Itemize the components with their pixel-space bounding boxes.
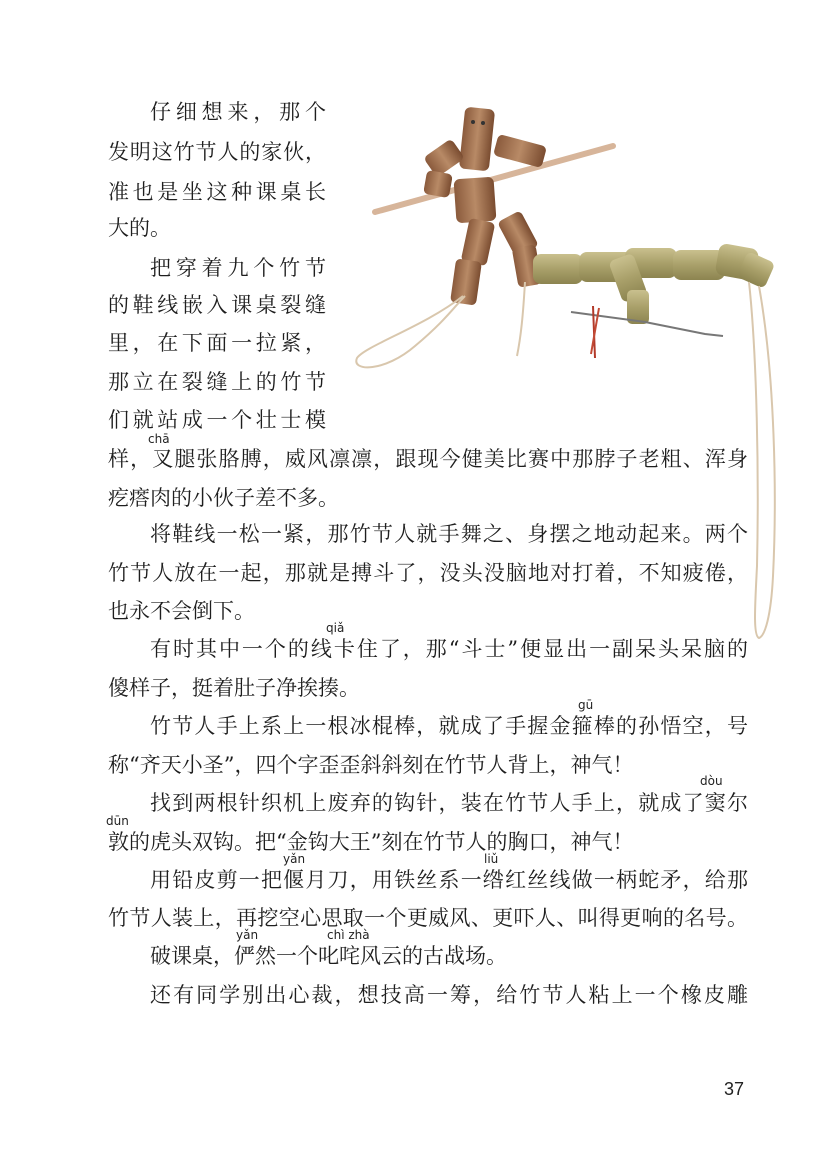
text-line-10: 样，叉腿张胳膊，威风凛凛，跟现今健美比赛中那脖子老粗、浑身 <box>108 447 748 471</box>
pinyin-dou: dòu <box>700 774 723 788</box>
text-line-5: 把穿着九个竹节 <box>150 256 326 280</box>
pinyin-yan-2: yǎn <box>236 928 259 942</box>
text-line-1: 仔细想来，那个 <box>150 100 326 124</box>
text-line-14: 也永不会倒下。 <box>108 599 255 623</box>
bamboo-figure-illustration <box>345 96 785 656</box>
text-line-23: 破课桌，俨然一个叱咤风云的古战场。 <box>150 944 507 968</box>
text-line-21: 用铅皮剪一把偃月刀，用铁丝系一绺红丝线做一柄蛇矛，给那 <box>150 868 748 892</box>
text-line-7: 里，在下面一拉紧， <box>108 331 326 355</box>
pinyin-gu: gū <box>578 698 594 712</box>
page-number: 37 <box>724 1079 745 1099</box>
text-line-19: 找到两根针织机上废弃的钩针，装在竹节人手上，就成了窦尔 <box>150 791 748 815</box>
text-line-22: 竹节人装上，再挖空心思取一个更威风、更吓人、叫得更响的名号。 <box>108 906 748 930</box>
pinyin-cha: chā <box>148 432 170 446</box>
pinyin-liu: liǔ <box>484 852 499 866</box>
text-line-12: 将鞋线一松一紧，那竹节人就手舞之、身摆之地动起来。两个 <box>150 522 748 546</box>
text-line-15: 有时其中一个的线卡住了，那“斗士”便显出一副呆头呆脑的 <box>150 637 748 661</box>
pinyin-chi-zha: chì zhà <box>327 928 370 942</box>
text-line-2: 发明这竹节人的家伙， <box>108 140 326 164</box>
text-line-6: 的鞋线嵌入课桌裂缝 <box>108 293 326 317</box>
pinyin-dun: dūn <box>106 814 129 828</box>
text-line-3: 准也是坐这种课桌长 <box>108 180 326 204</box>
text-line-9: 们就站成一个壮士模 <box>108 408 326 432</box>
text-line-24: 还有同学别出心裁，想技高一筹，给竹节人粘上一个橡皮雕 <box>150 983 748 1007</box>
pinyin-qia: qiǎ <box>326 621 345 635</box>
text-line-16: 傻样子，挺着肚子净挨揍。 <box>108 676 360 700</box>
pinyin-yan-1: yǎn <box>283 852 306 866</box>
text-line-8: 那立在裂缝上的竹节 <box>108 370 326 394</box>
text-line-13: 竹节人放在一起，那就是搏斗了，没头没脑地对打着，不知疲倦， <box>108 561 748 585</box>
text-line-11: 疙瘩肉的小伙子差不多。 <box>108 486 339 510</box>
text-line-4: 大的。 <box>108 216 171 240</box>
text-line-20: 敦的虎头双钩。把“金钩大王”刻在竹节人的胸口，神气！ <box>108 830 634 854</box>
text-line-17: 竹节人手上系上一根冰棍棒，就成了手握金箍棒的孙悟空，号 <box>150 714 748 738</box>
text-line-18: 称“齐天小圣”，四个字歪歪斜斜刻在竹节人背上，神气！ <box>108 753 634 777</box>
